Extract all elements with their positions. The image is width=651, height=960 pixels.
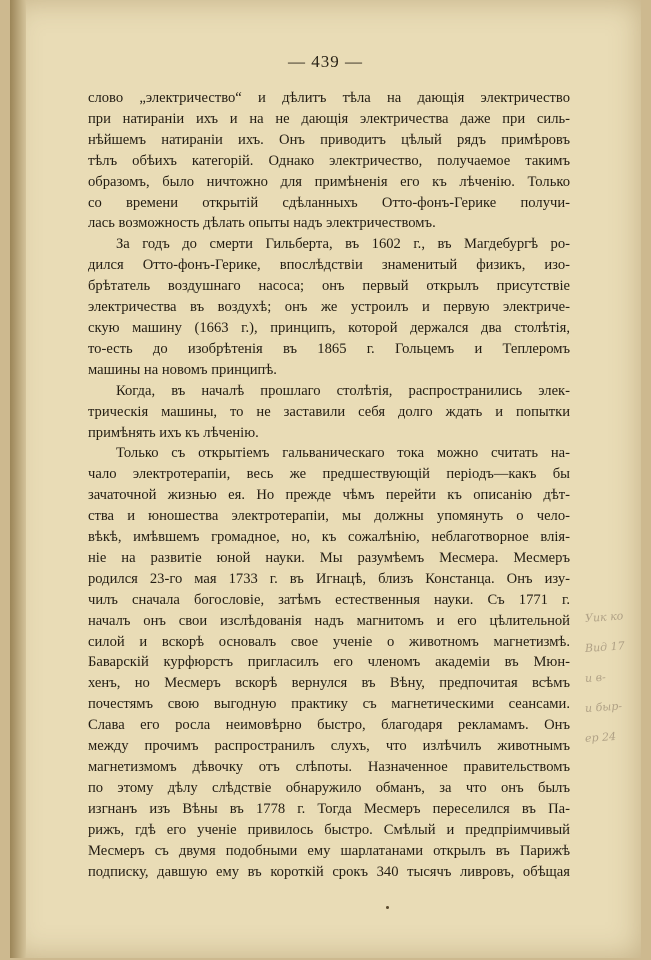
margin-note: Уик ко [584,609,624,626]
text-line: Баварскій курфюрстъ пригласилъ его членомъ академіи въ Мюн- [88,654,570,671]
text-line: электричества въ воздухѣ; онъ же устроилъ и первую электриче- [88,299,570,316]
text-line: по этому дѣлу слѣдствіе обнаружило обманъ, за что онъ былъ [88,779,570,796]
page-number: — 439 — [288,52,363,71]
text-line: вѣкѣ, имѣвшемъ громадное, но, къ сожалѣнію, неблаготворное влія- [88,529,570,546]
text-line: чало электротерапіи, весь же предшествующій періодъ—какъ бы [88,466,570,483]
text-line: трическія машины, то не заставили себя долго ждать и попытки [88,403,570,420]
text-line: примѣнять ихъ къ лѣченію. [88,424,259,441]
text-line: чилъ сначала богословіе, затѣмъ естественныя науки. Съ 1771 г. [88,591,570,608]
ink-dot [386,906,389,909]
text-line: подписку, давшую ему въ короткій срокъ 340 тысячъ ливровъ, обѣщая [88,863,570,880]
text-line: родился 23-го мая 1733 г. въ Игнацѣ, близъ Констанца. Онъ изу- [88,570,570,587]
text-line: скую машину (1663 г.), принципъ, которой держался два столѣтія, [88,319,570,336]
text-line: Когда, въ началѣ прошлаго столѣтія, распространились элек- [116,382,570,399]
text-line: хенъ, но Месмеръ вскорѣ вернулся въ Вѣну, предпочитая всѣмъ [88,675,570,692]
text-line: силой и вскорѣ основалъ свое ученіе о животномъ магнетизмѣ. [88,633,570,650]
text-line: Месмеръ съ двумя подобными ему шарлатанами открылъ въ Парижѣ [88,842,570,859]
text-line: рижъ, гдѣ его ученіе привилось быстро. Смѣлый и предпріимчивый [88,821,570,838]
text-line: со времени открытій сдѣланныхъ Отто-фонъ-Герике получи- [88,194,570,211]
text-line: магнетизмомъ дѣвочку отъ слѣпоты. Назначенное правительствомъ [88,759,570,775]
margin-note: ер 24 [584,729,617,746]
text-line: образомъ, было ничтожно для примѣненія его къ лѣченію. Только [88,173,570,190]
text-line: нѣйшемъ натираніи ихъ. Онъ приводитъ цѣлый рядъ примѣровъ [88,131,570,148]
text-line: дился Отто-фонъ-Герике, впослѣдствіи знаменитый физикъ, изо- [88,257,570,274]
text-line: при натираніи ихъ и на не дающія электричества даже при силь- [88,110,570,127]
text-line: зачаточной жизнью ея. Но прежде чѣмъ перейти къ описанію дѣт- [88,487,570,504]
text-line: Только съ открытіемъ гальваническаго тока можно считать на- [116,445,570,462]
text-line: Слава его росла неимовѣрно быстро, благодаря рекламамъ. Онъ [88,717,570,734]
text-line: слово „электричество“ и дѣлитъ тѣла на дающія электричество [88,90,570,106]
text-line: началъ онъ свои изслѣдованія надъ магнитомъ и его цѣлительной [88,612,570,629]
text-line: брѣтатель воздушнаго насоса; онъ первый открылъ присутствіе [88,278,570,295]
text-line: то-есть до изобрѣтенія въ 1865 г. Гольцемъ и Теплеромъ [88,340,570,357]
book-spine-shadow [10,0,26,958]
handwritten-margin-notes [585,602,643,762]
text-line: За годъ до смерти Гильберта, въ 1602 г., въ Магдебургѣ ро- [116,236,570,253]
text-line: тѣлъ обѣихъ категорій. Однако электричество, получаемое такимъ [88,152,570,169]
margin-note: Вид 17 [584,639,626,656]
text-line: между прочимъ распространилъ слухъ, что излѣчилъ животнымъ [88,738,570,755]
text-line: ніе на развитіе юной науки. Мы разумѣемъ Месмера. Месмеръ [88,549,570,566]
margin-note: и в- [584,670,607,686]
text-line: лась возможность дѣлать опыты надъ электричествомъ. [88,215,436,232]
margin-note: и быр- [584,699,623,716]
body-text [88,88,570,882]
text-line: ства и юношества электротерапіи, мы должны упомянуть о чело- [88,508,570,525]
text-line: почестямъ свою выгодную практику съ магнетическими сеансами. [88,696,570,713]
text-line: машины на новомъ принципѣ. [88,361,277,378]
text-line: изгнанъ изъ Вѣны въ 1778 г. Тогда Месмеръ переселился въ Па- [88,800,570,817]
